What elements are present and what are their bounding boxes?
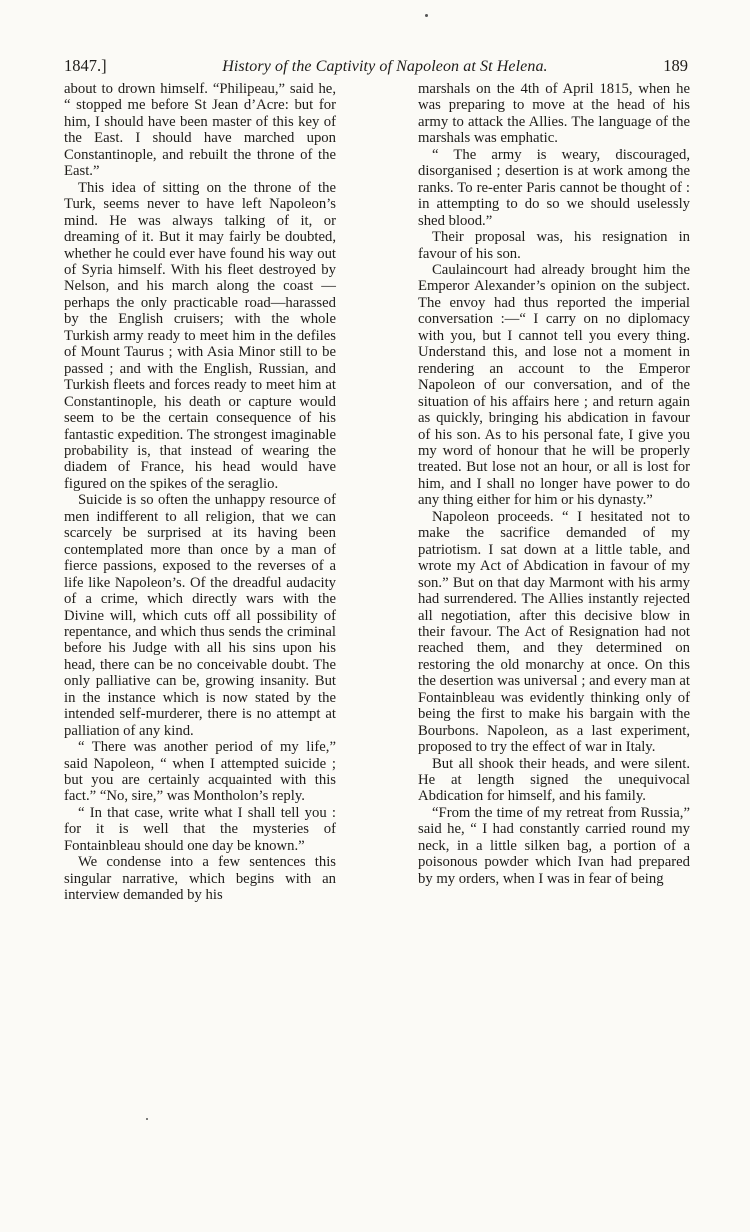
paragraph: Caulaincourt had already brought him the Emperor Alexander’s opinion on the subject. The envoy had thus reported the imperial conversation :—“ I carry on no diplomacy with you, but I cannot tell you every thing. Understand this, and lose not a moment in rendering an account to the Emperor Napoleon of our conversation, and of the situation of his affairs here ; and return again as quickly, bringing his abdication in favour of his son. As to his personal fate, I give you my word of honour that he will be properly treated. But lose not an hour, or all is lost for him, and I shall no longer have power to do any thing either for him or his dynasty.” [418, 261, 690, 509]
paragraph: “ The army is weary, discouraged, disorganised ; desertion is at work among the ranks. To re-enter Paris cannot be thought of : in attempting to do so we should uselessly shed blood.” [418, 146, 690, 229]
paragraph: about to drown himself. “Philipeau,” said he, “ stopped me before St Jean d’Acre: but for him, I should have been master of this key of the East. I should have marched upon Constantinople, and rebuilt the throne of the East.” [64, 81, 336, 180]
paragraph: Napoleon proceeds. “ I hesitated not to make the sacrifice demanded of my patriotism. I sat down at a little table, and wrote my Act of Abdication in favour of my son.” But on that day Marmont with his army had surrendered. The Allies instantly rejected all negotiation, after this decisive blow in their favour. The Act of Resignation had not reached them, and they determined on restoring the old monarchy at once. On this the desertion was universal ; and every man at Fontainbleau was evidently thinking only of being the first to make his bargain with the Bourbons. Napoleon, as a last experiment, proposed to try the effect of war in Italy. [418, 508, 690, 756]
paragraph: This idea of sitting on the throne of the Turk, seems never to have left Napoleon’s mind. He was always talking of it, or dreaming of it. But it may fairly be doubted, whether he could ever have found his way out of Syria himself. With his fleet destroyed by Nelson, and his march along the coast — perhaps the only practicable road—harassed by the English cruisers; with the whole Turkish army ready to meet him in the defiles of Mount Taurus ; with Asia Minor still to be passed ; and with the English, Russian, and Turkish fleets and forces ready to meet him at Constantinople, his death or capture would seem to be the certain consequence of his fantastic expedition. The strongest imaginable probability is, that instead of wearing the diadem of France, his head would have figured on the spikes of the seraglio. [64, 179, 336, 492]
paragraph: Suicide is so often the unhappy resource of men indifferent to all religion, that we can scarcely be surprised at its having been contemplated more than once by a man of fierce passions, exposed to the reverses of a life like Napoleon’s. Of the dreadful audacity of a crime, which directly wars with the Divine will, which cuts off all possibility of repentance, and which thus sends the criminal before his Judge with all his sins upon his head, there can be no conceivable doubt. The only palliative can be, growing insanity. But in the instance which is now stated by the intended self-murderer, there is no attempt at palliation of any kind. [64, 492, 336, 739]
paragraph: marshals on the 4th of April 1815, when he was preparing to move at the head of his army to attack the Allies. The language of the marshals was emphatic. [418, 81, 690, 147]
ink-speck [146, 1118, 148, 1120]
right-column [418, 81, 690, 904]
page-number: 189 [663, 56, 688, 75]
paragraph: We condense into a few sentences this singular narrative, which begins with an interview demanded by his [64, 854, 336, 904]
text-columns [64, 81, 690, 904]
paragraph: “From the time of my retreat from Russia,” said he, “ I had constantly carried round my neck, in a little silken bag, a portion of a poisonous powder which Ivan had prepared by my orders, when I was in fear of being [418, 804, 690, 887]
running-title: History of the Captivity of Napoleon at St Helena. [222, 58, 548, 75]
running-header [64, 56, 688, 80]
paragraph: But all shook their heads, and were silent. He at length signed the unequivocal Abdication for himself, and his family. [418, 755, 690, 805]
header-year: 1847.] [64, 56, 107, 75]
paragraph: “ In that case, write what I shall tell you : for it is well that the mysteries of Fontainbleau should one day be known.” [64, 804, 336, 854]
ink-speck [425, 14, 428, 17]
paragraph: Their proposal was, his resignation in favour of his son. [418, 229, 690, 262]
left-column [64, 81, 336, 904]
paragraph: “ There was another period of my life,” said Napoleon, “ when I attempted suicide ; but you are certainly acquainted with this fact.” “No, sire,” was Montholon’s reply. [64, 739, 336, 805]
